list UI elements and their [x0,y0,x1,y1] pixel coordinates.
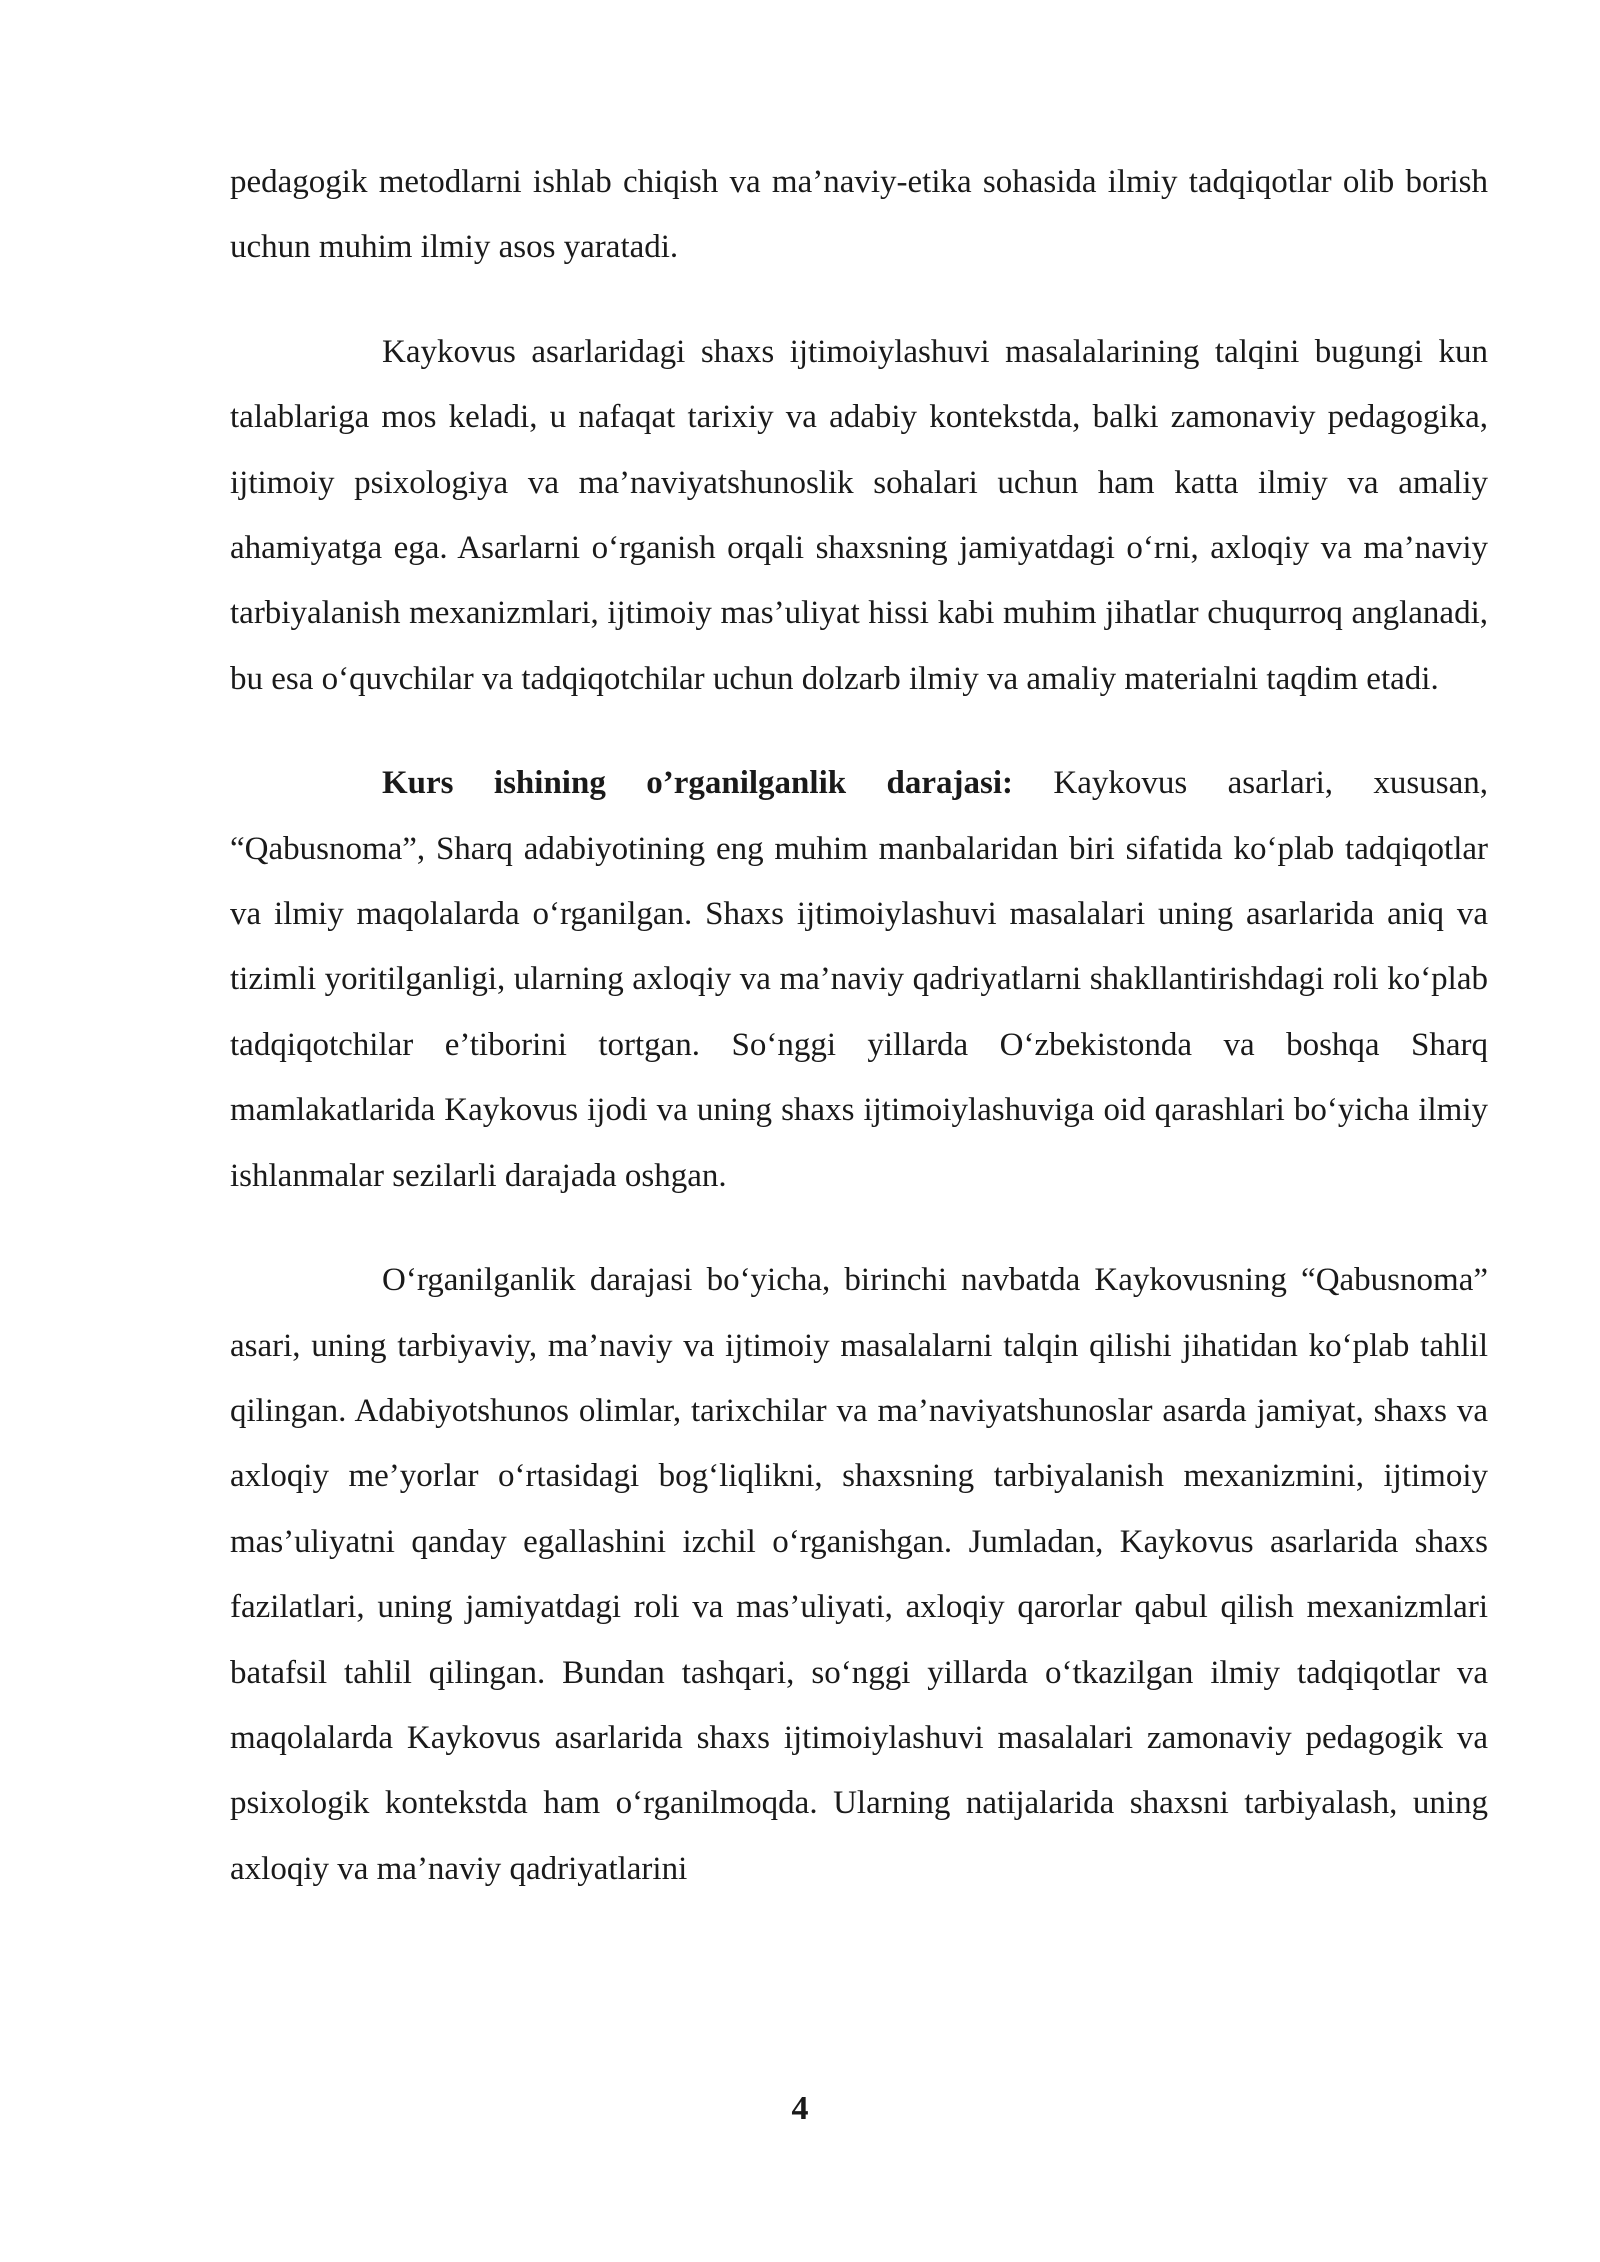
paragraph-text: pedagogik metodlarni ishlab chiqish va ma’naviy-etika sohasida ilmiy tadqiqotlar olib borish uchun muhim ilmiy asos yaratadi. [230,164,1488,266]
paragraph-text: O‘rganilganlik darajasi bo‘yicha, birinchi navbatda Kaykovusning “Qabusnoma” asari, uning tarbiyaviy, ma’naviy va ijtimoiy masalalarni talqin qilishi jihatidan ko‘plab tahlil qilingan. Adabiyotshunos olimlar, tarixchilar va ma’naviyatshunoslar asarda jamiyat, shaxs va axloqiy me’yorlar o‘rtasidagi bog‘liqlikni, shaxsning tarbiyalanish mexanizmini, ijtimoiy mas’uliyatni qanday egallashini izchil o‘rganishgan. Jumladan, Kaykovus asarlarida shaxs fazilatlari, uning jamiyatdagi roli va mas’uliyati, axloqiy qarorlar qabul qilish mexanizmlari batafsil tahlil qilingan. Bundan tashqari, so‘nggi yillarda o‘tkazilgan ilmiy tadqiqotlar va maqolalarda Kaykovus asarlarida shaxs ijtimoiylashuvi masalalari zamonaviy pedagogik va psixologik kontekstda ham o‘rganilmoqda. Ularning natijalarida shaxsni tarbiyalash, uning axloqiy va ma’naviy qadriyatlarini [230,1262,1488,1887]
paragraph-qabusnoma-analysis [230,1248,1488,1902]
paragraph-lead-heading: Kurs ishining o’rganilganlik darajasi: [382,765,1014,802]
paragraph-study-degree [230,751,1488,1209]
document-page [230,150,1488,1941]
page-number: 4 [791,2090,809,2127]
paragraph-text: Kaykovus asarlaridagi shaxs ijtimoiylashuvi masalalarining talqini bugungi kun talablariga mos keladi, u nafaqat tarixiy va adabiy kontekstda, balki zamonaviy pedagogika, ijtimoiy psixologiya va ma’naviyatshunoslik sohalari uchun ham katta ilmiy va amaliy ahamiyatga ega. Asarlarni o‘rganish orqali shaxsning jamiyatdagi o‘rni, axloqiy va ma’naviy tarbiyalanish mexanizmlari, ijtimoiy mas’uliyat hissi kabi muhim jihatlar chuqurroq anglanadi, bu esa o‘quvchilar va tadqiqotchilar uchun dolzarb ilmiy va amaliy materialni taqdim etadi. [230,333,1488,697]
paragraph-relevance [230,320,1488,712]
paragraph-continuation [230,150,1488,281]
paragraph-text: Kaykovus asarlari, xususan, “Qabusnoma”, Sharq adabiyotining eng muhim manbalaridan biri sifatida ko‘plab tadqiqotlar va ilmiy maqolalarda o‘rganilgan. Shaxs ijtimoiylashuvi masalalari uning asarlarida aniq va tizimli yoritilganligi, ularning axloqiy va ma’naviy qadriyatlarni shakllantirishdagi roli ko‘plab tadqiqotchilar e’tiborini tortgan. So‘nggi yillarda O‘zbekistonda va boshqa Sharq mamlakatlarida Kaykovus ijodi va uning shaxs ijtimoiylashuviga oid qarashlari bo‘yicha ilmiy ishlanmalar sezilarli darajada oshgan. [230,765,1488,1194]
